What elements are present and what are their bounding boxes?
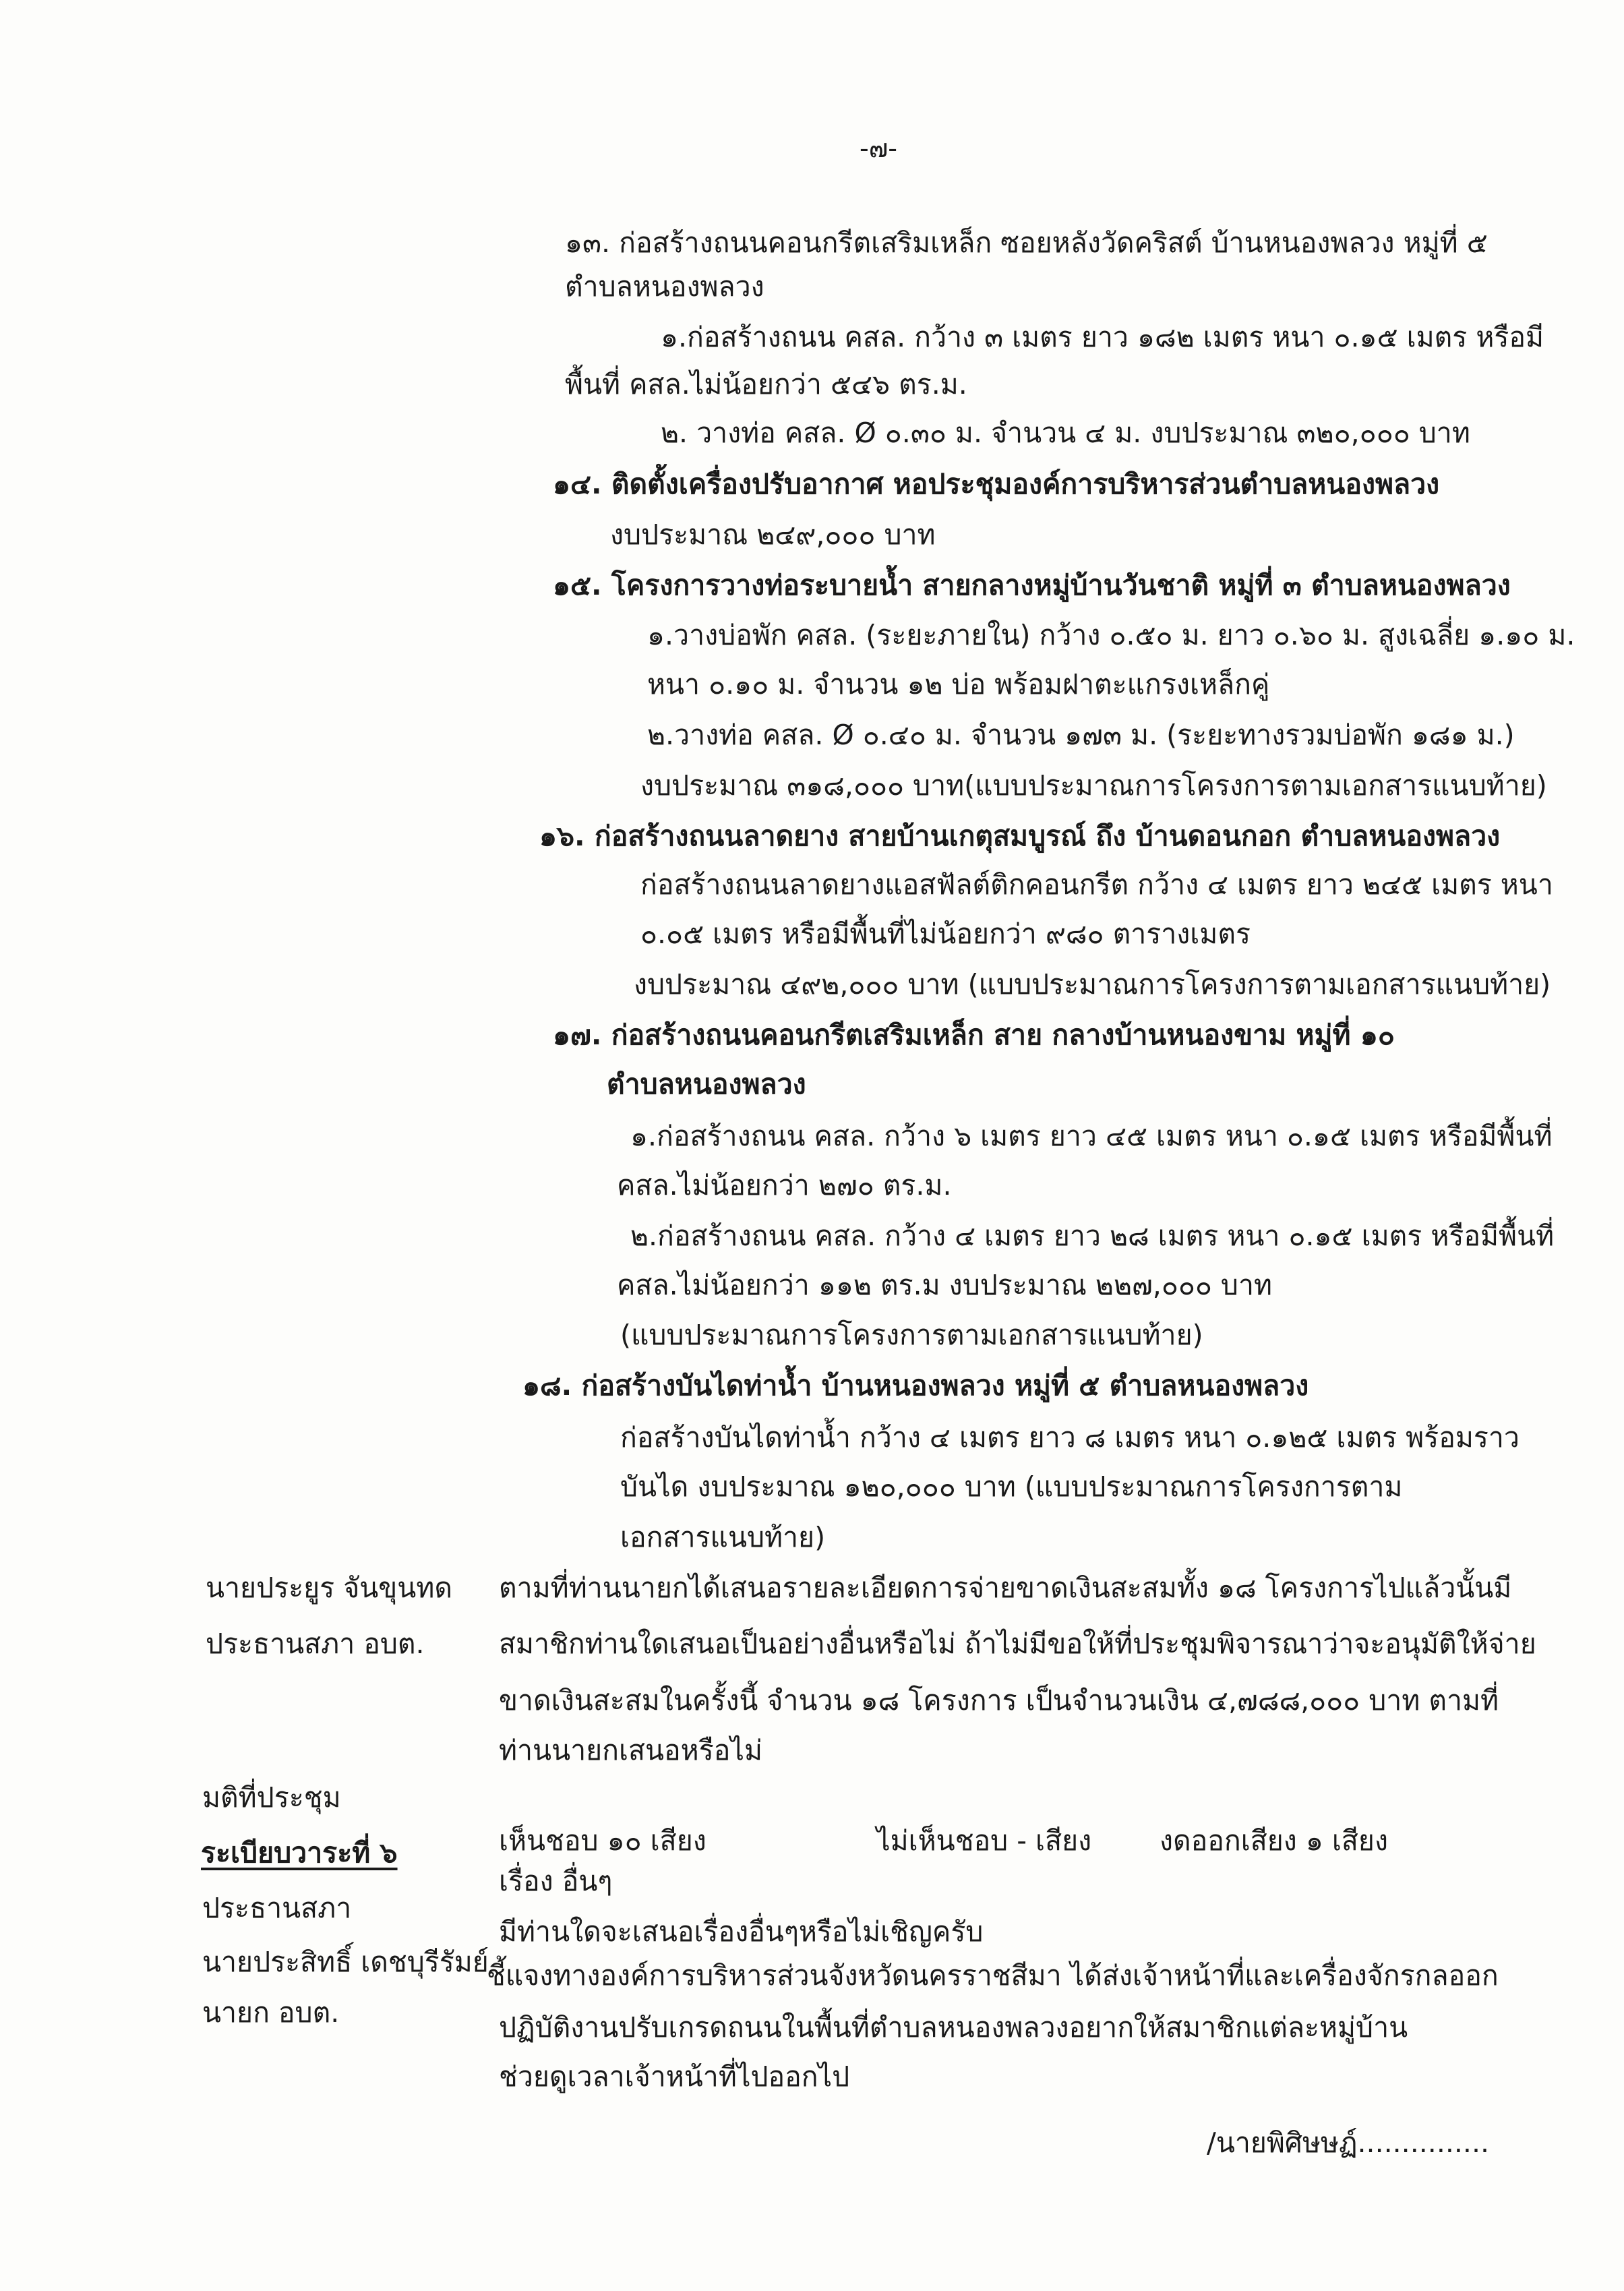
speaker1-text-3: ขาดเงินสะสมในครั้งนี้ จำนวน ๑๘ โครงการ เป็นจำนวนเงิน ๔,๗๘๘,๐๐๐ บาท ตามที่: [499, 1684, 1499, 1717]
resolution-label: มติที่ประชุม: [202, 1781, 341, 1814]
item-18-title: ๑๘. ก่อสร้างบันไดท่าน้ำ บ้านหนองพลวง หมู่ที่ ๕ ตำบลหนองพลวง: [522, 1369, 1309, 1402]
item-13-title-line1: ๑๓. ก่อสร้างถนนคอนกรีตเสริมเหล็ก ซอยหลังวัดคริสต์ บ้านหนองพลวง หมู่ที่ ๕: [565, 227, 1488, 259]
chair-text: มีท่านใดจะเสนอเรื่องอื่นๆหรือไม่เชิญครับ: [499, 1915, 984, 1948]
item-15-detail-1: ๑.วางบ่อพัก คสล. (ระยะภายใน) กว้าง ๐.๕๐ ม. ยาว ๐.๖๐ ม. สูงเฉลี่ย ๑.๑๐ ม.: [647, 619, 1575, 651]
agenda-title: เรื่อง อื่นๆ: [499, 1865, 613, 1897]
item-16-detail-1: ก่อสร้างถนนลาดยางแอสฟัลต์ติกคอนกรีต กว้าง ๔ เมตร ยาว ๒๔๕ เมตร หนา: [640, 868, 1553, 901]
page-number: -๗-: [860, 133, 897, 163]
item-15-detail-2: หนา ๐.๑๐ ม. จำนวน ๑๒ บ่อ พร้อมฝาตะแกรงเหล็กคู่: [647, 668, 1270, 701]
continuation-marker: /นายพิศิษษฏ์...............: [1207, 2126, 1490, 2159]
speaker2-text-2: ปฏิบัติงานปรับเกรดถนนในพื้นที่ตำบลหนองพลวงอยากให้สมาชิกแต่ละหมู่บ้าน: [499, 2011, 1408, 2044]
item-17-title-line2: ตำบลหนองพลวง: [607, 1068, 806, 1100]
speaker2-name: นายประสิทธิ์ เดชบุรีรัมย์: [202, 1946, 489, 1978]
item-17-detail-4: คสล.ไม่น้อยกว่า ๑๑๒ ตร.ม งบประมาณ ๒๒๗,๐๐๐ บาท: [617, 1269, 1273, 1301]
item-18-detail-3: เอกสารแนบท้าย): [620, 1521, 826, 1553]
speaker2-role: นายก อบต.: [202, 1996, 340, 2029]
item-13-detail-1: ๑.ก่อสร้างถนน คสล. กว้าง ๓ เมตร ยาว ๑๘๒ เมตร หนา ๐.๑๕ เมตร หรือมี: [661, 321, 1544, 353]
speaker2-text-1: ชี้แจงทางองค์การบริหารส่วนจังหวัดนครราชสีมา ได้ส่งเจ้าหน้าที่และเครื่องจักรกลออก: [487, 1959, 1499, 1992]
item-15-title: ๑๕. โครงการวางท่อระบายน้ำ สายกลางหมู่บ้านวันชาติ หมู่ที่ ๓ ตำบลหนองพลวง: [553, 569, 1511, 601]
speaker1-text-2: สมาชิกท่านใดเสนอเป็นอย่างอื่นหรือไม่ ถ้าไม่มีขอให้ที่ประชุมพิจารณาว่าจะอนุมัติให้จ่าย: [499, 1628, 1536, 1660]
item-17-detail-2: คสล.ไม่น้อยกว่า ๒๗๐ ตร.ม.: [617, 1169, 952, 1201]
agenda-label: ระเบียบวาระที่ ๖: [201, 1837, 398, 1869]
item-17-detail-3: ๒.ก่อสร้างถนน คสล. กว้าง ๔ เมตร ยาว ๒๘ เมตร หนา ๐.๑๕ เมตร หรือมีพื้นที่: [630, 1220, 1555, 1252]
item-16-detail-2: ๐.๐๕ เมตร หรือมีพื้นที่ไม่น้อยกว่า ๙๘๐ ตารางเมตร: [640, 918, 1251, 950]
speaker1-role: ประธานสภา อบต.: [206, 1628, 425, 1660]
item-18-detail-2: บันได งบประมาณ ๑๒๐,๐๐๐ บาท (แบบประมาณการโครงการตาม: [620, 1470, 1403, 1503]
item-16-detail-3: งบประมาณ ๔๙๒,๐๐๐ บาท (แบบประมาณการโครงการตามเอกสารแนบท้าย): [634, 968, 1551, 1001]
item-17-detail-1: ๑.ก่อสร้างถนน คสล. กว้าง ๖ เมตร ยาว ๔๕ เมตร หนา ๐.๑๕ เมตร หรือมีพื้นที่: [630, 1120, 1553, 1152]
speaker1-text-1: ตามที่ท่านนายกได้เสนอรายละเอียดการจ่ายขาดเงินสะสมทั้ง ๑๘ โครงการไปแล้วนั้นมี: [499, 1572, 1512, 1604]
vote-no: ไม่เห็นชอบ - เสียง: [876, 1824, 1092, 1857]
item-14-detail-1: งบประมาณ ๒๔๙,๐๐๐ บาท: [610, 518, 936, 551]
item-18-detail-1: ก่อสร้างบันไดท่าน้ำ กว้าง ๔ เมตร ยาว ๘ เมตร หนา ๐.๑๒๕ เมตร พร้อมราว: [620, 1421, 1520, 1454]
item-14-title: ๑๔. ติดตั้งเครื่องปรับอากาศ หอประชุมองค์การบริหารส่วนตำบลหนองพลวง: [553, 468, 1440, 500]
item-17-detail-5: (แบบประมาณการโครงการตามเอกสารแนบท้าย): [620, 1319, 1203, 1351]
speaker2-text-3: ช่วยดูเวลาเจ้าหน้าที่ไปออกไป: [499, 2060, 850, 2093]
vote-yes: เห็นชอบ ๑๐ เสียง: [499, 1824, 706, 1857]
speaker1-text-4: ท่านนายกเสนอหรือไม่: [499, 1734, 762, 1766]
item-13-title-line2: ตำบลหนองพลวง: [565, 270, 764, 303]
item-13-detail-2: พื้นที่ คสล.ไม่น้อยกว่า ๕๔๖ ตร.ม.: [565, 368, 967, 400]
vote-abstain: งดออกเสียง ๑ เสียง: [1160, 1824, 1388, 1857]
item-15-detail-4: งบประมาณ ๓๑๘,๐๐๐ บาท(แบบประมาณการโครงการตามเอกสารแนบท้าย): [640, 769, 1547, 802]
item-13-detail-3: ๒. วางท่อ คสล. Ø ๐.๓๐ ม. จำนวน ๔ ม. งบประมาณ ๓๒๐,๐๐๐ บาท: [661, 417, 1470, 449]
item-17-title-line1: ๑๗. ก่อสร้างถนนคอนกรีตเสริมเหล็ก สาย กลางบ้านหนองขาม หมู่ที่ ๑๐: [553, 1019, 1395, 1051]
item-15-detail-3: ๒.วางท่อ คสล. Ø ๐.๔๐ ม. จำนวน ๑๗๓ ม. (ระยะทางรวมบ่อพัก ๑๘๑ ม.): [647, 719, 1515, 751]
speaker1-name: นายประยูร จันขุนทด: [206, 1572, 452, 1604]
item-16-title: ๑๖. ก่อสร้างถนนลาดยาง สายบ้านเกตุสมบูรณ์ ถึง บ้านดอนกอก ตำบลหนองพลวง: [539, 820, 1501, 852]
chair-label: ประธานสภา: [202, 1892, 352, 1924]
